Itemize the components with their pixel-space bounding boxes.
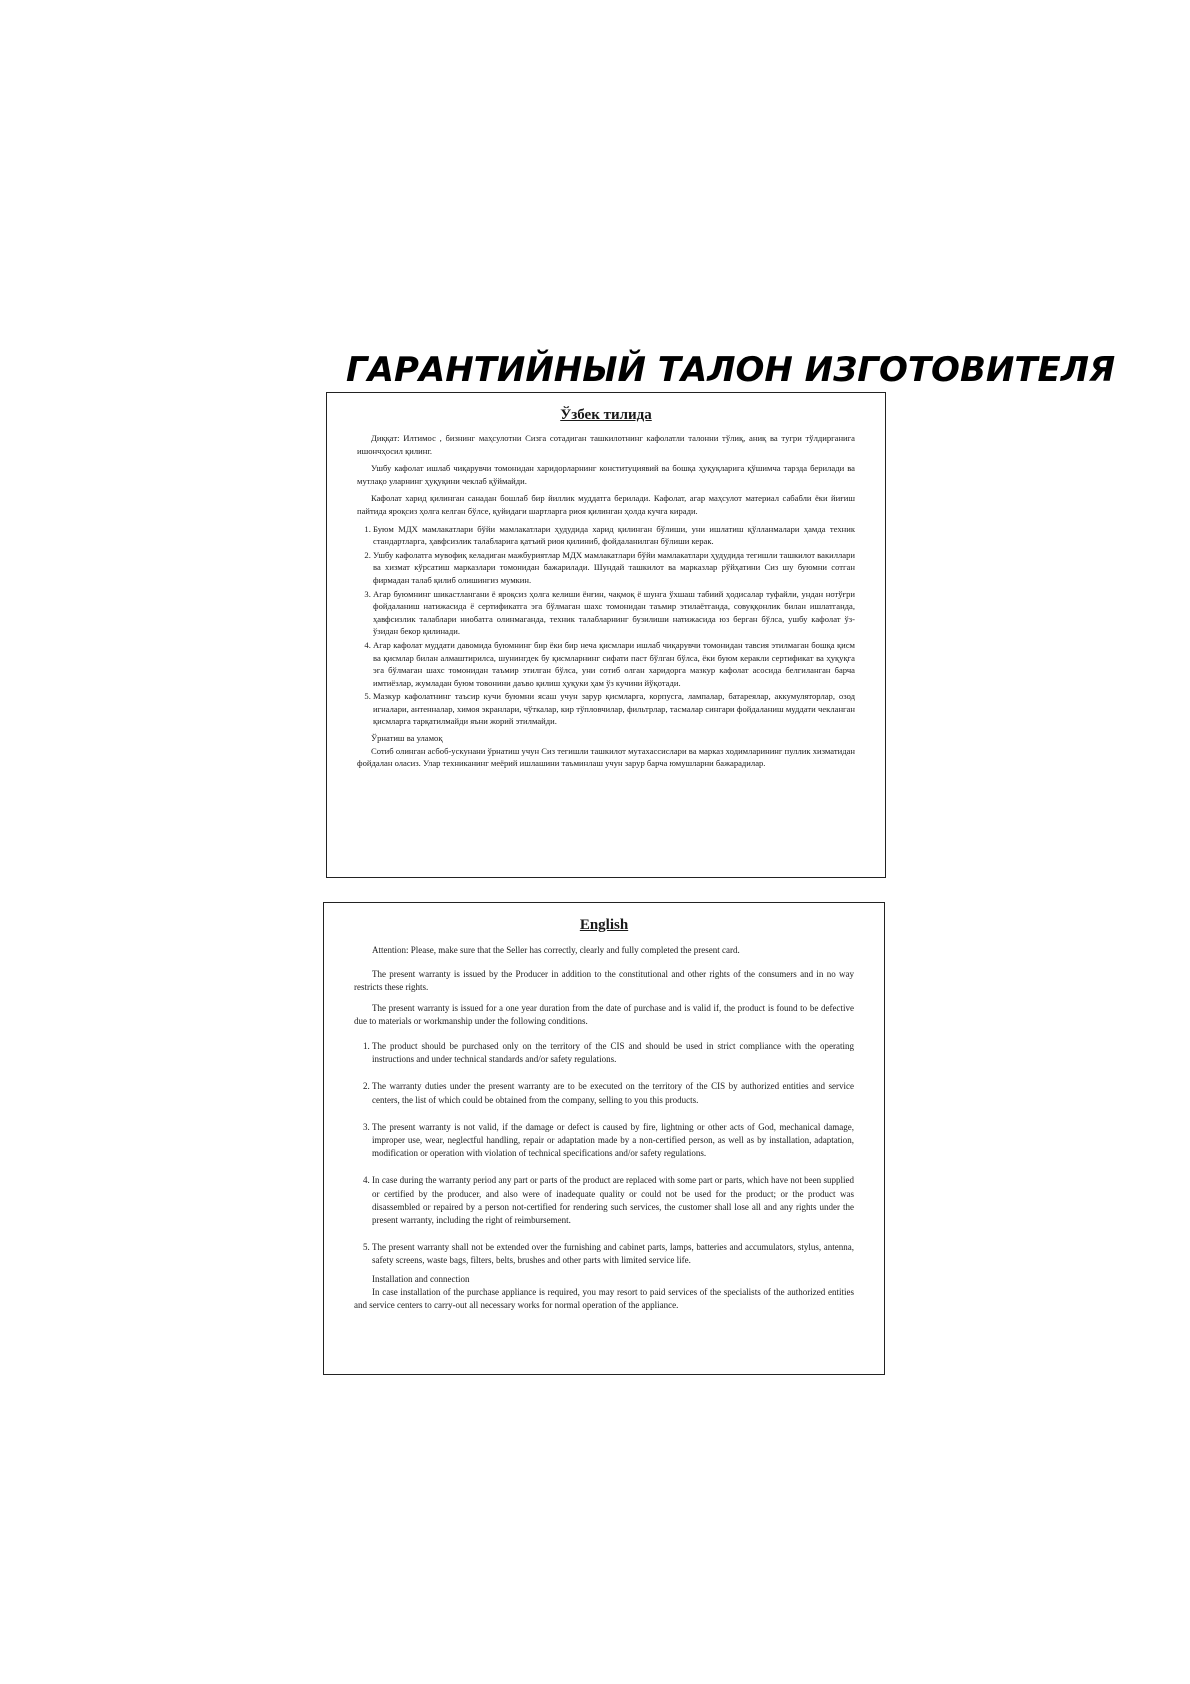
english-install-heading: Installation and connection xyxy=(372,1273,470,1284)
english-condition-item: 3. The present warranty is not valid, if the damage or defect is caused by fire, lightning or other acts of God, mechanical damage, improper use, wear, neglectful handling, repair or adaptation made by a non-certified person, as well as by installation, adaptation, modification or operation with violation of technical specifications and/or safety regulations. xyxy=(372,1121,854,1161)
page-title: ГАРАНТИЙНЫЙ ТАЛОН ИЗГОТОВИТЕЛЯ xyxy=(346,350,1116,390)
uzbek-conditions-list xyxy=(357,523,855,729)
uzbek-condition-item: 5. Мазкур кафолатнинг таъсир кучи буюмни ясаш учун зарур қисмларга, корпусга, лампалар, батареялар, аккумуляторлар, озод игналари, антенналар, химоя экранлари, чўткалар, кир тўпловчилар, фильтрлар, тасмалар сингари фойдаланиш муддати чекланган қисмларга тарқатилмайди яъни жорий этилмайди. xyxy=(373,690,855,728)
uzbek-body xyxy=(357,432,855,770)
english-intro-1: The present warranty is issued by the Producer in addition to the constitutional and other rights of the consumers and in no way restricts these rights. xyxy=(354,969,854,993)
uzbek-intro-1: Ушбу кафолат ишлаб чиқарувчи томонидан харидорларнинг конституциявий ва бошқа ҳуқуқларига қўшимча тарзда берилади ва мутлақо уларнинг ҳуқуқини чеклаб қўймайди. xyxy=(357,463,855,486)
uzbek-install-heading: Ўрнатиш ва уламоқ xyxy=(371,733,443,744)
english-heading: English xyxy=(579,917,629,933)
english-body xyxy=(354,944,854,1312)
english-condition-item: 4. In case during the warranty period any part or parts of the product are replaced with some part or parts, which have not been supplied or certified by the producer, and also were of inadequate quality or could not be used for the product; or the product was disassembled or repaired by a person not-certified for rendering such services, the customer shall lose all and any rights under the present warranty, including the right of reimbursement. xyxy=(372,1174,854,1227)
uzbek-condition-item: 1. Буюм МДХ мамлакатлари бўйи мамлакатлари ҳудудида харид қилинган бўлиши, уни ишлатиш қўлланмалари ҳамда техник стандартларга, ҳавфсизлик талабларига қатъий риоя қилиниб, фойдаланилган бўлиши керак. xyxy=(373,523,855,548)
uzbek-condition-item: 4. Агар кафолат муддати давомида буюмнинг бир ёки бир неча қисмлари ишлаб чиқарувчи томонидан тавсия этилмаган бошқа қисм ва қисмлар билан алмаштирилса, шунингдек бу қисмларнинг сифати паст бўлган бўлса, ёки буюм керакли сертификат ва ҳуқуқга эга бўлмаган шахс томонидан таъмир этилган бўлса, уни сотиб олган харидорга мазкур кафолат асосида белгиланган барча имтиёзлар, жумладан буюм товонини даъво қилиш ҳуқуки ҳам ўз кучини йўқотади. xyxy=(373,639,855,689)
uzbek-condition-item: 2. Ушбу кафолатга мувофиқ келадиган мажбуриятлар МДХ мамлакатлари бўйи мамлакатлари ҳудудида тегишли ташкилот вакиллари ва хизмат кўрсатиш марказлари томонидан бажарилади. Шундай ташкилот ва марказлар рўйҳатини Сиз шу буюмни сотган фирмадан талаб қилиб олишингиз мумкин. xyxy=(373,549,855,587)
english-condition-item: 2. The warranty duties under the present warranty are to be executed on the territory of the CIS by authorized entities and service centers, the list of which could be obtained from the company, selling to you this products. xyxy=(372,1080,854,1106)
uzbek-intro-2: Кафолат харид қилинган санадан бошлаб бир йиллик муддатга берилади. Кафолат, агар маҳсулот материал сабабли ёки йиғиш пайтида яроқсиз ҳолга келган бўлсе, қуйидаги шартларга риоя қилинган ҳолда кучга киради. xyxy=(357,493,855,516)
english-condition-item: 5. The present warranty shall not be extended over the furnishing and cabinet parts, lamps, batteries and accumulators, stylus, antenna, safety screens, waste bags, filters, belts, brushes and other parts with limited service life. xyxy=(372,1241,854,1267)
english-conditions-list xyxy=(354,1040,854,1268)
uzbek-heading: Ўзбек тилида xyxy=(560,407,652,423)
uzbek-warranty-panel xyxy=(326,392,886,878)
english-attention: Attention: Please, make sure that the Seller has correctly, clearly and fully completed the present card. xyxy=(372,945,740,955)
english-warranty-panel xyxy=(323,902,885,1375)
english-intro-2: The present warranty is issued for a one year duration from the date of purchase and is valid if, the product is found to be defective due to materials or workmanship under the following conditions. xyxy=(354,1002,854,1026)
english-condition-item: 1. The product should be purchased only on the territory of the CIS and should be used in strict compliance with the operating instructions and under technical standards and/or safety regulations. xyxy=(372,1040,854,1066)
uzbek-condition-item: 3. Агар буюмнинг шикастлангани ё яроқсиз ҳолга келиши ёнғин, чақмоқ ё шунга ўхшаш табиий ҳодисалар туфайли, ундан нотўғри фойдаланиш натижасида ё сертификатга эга бўлмаган шахс томонидан таъмир этилаётганда, совуққонлик билан ишлатганда, ҳавфсизлик талаблари ниобатга олинмаганда, техник талабларнинг бузилиши натижасида юз берган бўлса, ушбу кафолат ўз-ўзидан бекор қилинади. xyxy=(373,588,855,638)
english-install-text: In case installation of the purchase appliance is required, you may resort to paid services of the specialists of the authorized entities and service centers to carry-out all necessary works for normal operation of the appliance. xyxy=(354,1286,854,1311)
uzbek-install-text: Сотиб олинган асбоб-ускунани ўрнатиш учун Сиз тегишли ташкилот мутахассислари ва марказ ходимларининг пуллик хизматидан фойдалан оласиз. Улар техниканинг меёрий ишлашини таъминлаш учун зарур барча юмушларни бажарадилар. xyxy=(357,745,855,769)
uzbek-attention: Диққат: Илтимос , бизнинг маҳсулотни Сизга сотадиган ташкилотнинг кафолатли талонни тўлиқ, аниқ ва тугри тўлдирганига ишончҳосил қилинг. xyxy=(357,433,855,456)
